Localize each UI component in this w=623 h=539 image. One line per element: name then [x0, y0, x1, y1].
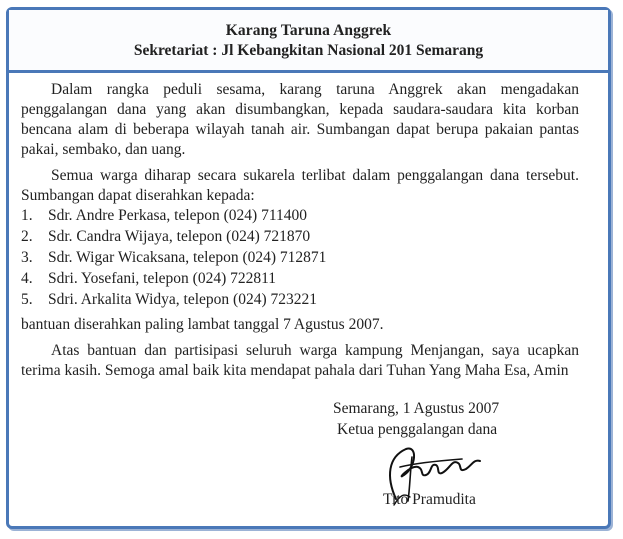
recipient-text: Sdr. Wigar Wicaksana, telepon (024) 712871 [48, 249, 327, 266]
recipient-text: Sdr. Candra Wijaya, telepon (024) 721870 [48, 228, 311, 245]
closing-paragraph: Atas bantuan dan partisipasi seluruh warga kampung Menjangan, saya ucapkan terima kasih. Semoga amal baik kita mendapat pahala dari Tuhan Yang Maha Esa, Amin [21, 342, 579, 379]
recipient-text: Sdr. Andre Perkasa, telepon (024) 711400 [48, 207, 308, 224]
list-number: 4. [21, 270, 33, 287]
instruction-paragraph: Semua warga diharap secara sukarela terlibat dalam penggalangan dana tersebut. Sumbangan dapat diserahkan kepada: [21, 167, 579, 204]
letterhead [9, 10, 608, 73]
list-number: 5. [21, 291, 33, 308]
list-item [21, 206, 579, 227]
list-item [21, 248, 579, 269]
recipient-list [21, 206, 579, 311]
list-number: 3. [21, 249, 33, 266]
recipient-text: Sdri. Yosefani, telepon (024) 722811 [48, 270, 277, 287]
announcement-body [21, 80, 579, 381]
signer-name: Tito Pramudita [383, 491, 476, 508]
list-item [21, 227, 579, 248]
list-item [21, 290, 579, 311]
organization-name: Karang Taruna Anggrek [225, 22, 392, 39]
recipient-text: Sdri. Arkalita Widya, telepon (024) 723221 [48, 291, 318, 308]
secretariat-address: Sekretariat : Jl Kebangkitan Nasional 201 Semarang [133, 42, 484, 59]
intro-paragraph: Dalam rangka peduli sesama, karang taruna Anggrek akan mengadakan penggalangan dana yang akan disumbangkan, kepada saudara-saudara kita korban bencana alam di beberapa wilayah tanah air. Sumbangan dapat berupa pakaian pantas pakai, sembako, dan uang. [21, 81, 579, 158]
deadline-text: bantuan diserahkan paling lambat tanggal 7 Agustus 2007. [21, 316, 384, 333]
list-number: 2. [21, 228, 33, 245]
list-number: 1. [21, 207, 33, 224]
signer-role: Ketua penggalangan dana [337, 421, 498, 438]
list-item [21, 269, 579, 290]
place-date: Semarang, 1 Agustus 2007 [333, 400, 500, 417]
closing-block [333, 398, 573, 440]
